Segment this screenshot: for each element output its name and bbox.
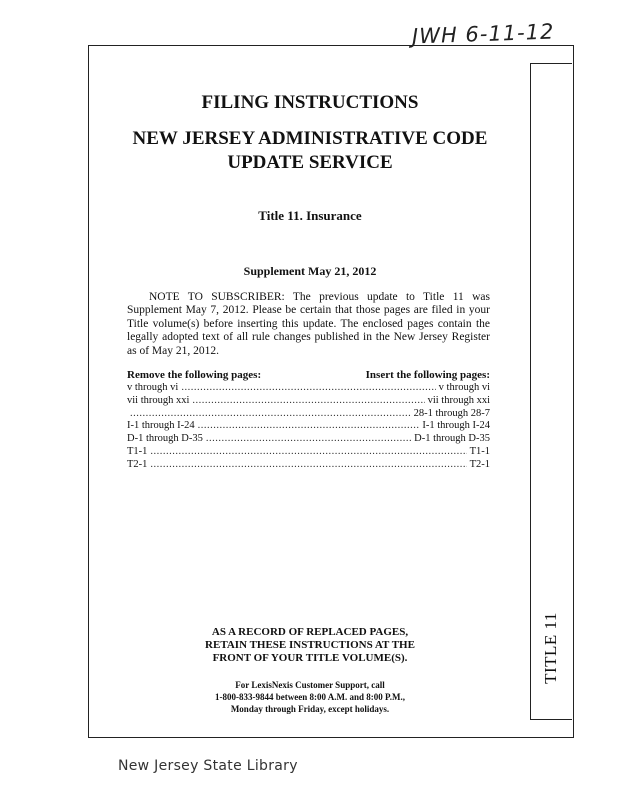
supplement-line: Supplement May 21, 2012 [243, 264, 377, 278]
remove-pages: T1-1 [127, 445, 148, 457]
remove-pages: v through vi [127, 382, 179, 393]
library-stamp: New Jersey State Library [118, 758, 298, 774]
heading-code-name: NEW JERSEY ADMINISTRATIVE CODE [132, 128, 488, 149]
remove-pages: D-1 through D-35 [127, 433, 203, 445]
heading-filing-instructions: FILING INSTRUCTIONS [201, 92, 419, 113]
customer-support-info [160, 679, 460, 715]
insert-pages: T1-1 [469, 445, 490, 457]
dot-leader [198, 420, 420, 433]
insert-pages: D-1 through D-35 [414, 433, 490, 445]
remove-header: Remove the following pages: [127, 369, 262, 381]
dot-leader [150, 446, 466, 459]
tab-label: TITLE 11 [541, 612, 560, 684]
support-line: For LexisNexis Customer Support, call [235, 680, 385, 690]
handwritten-note: JWH 6-11-12 [411, 19, 555, 49]
record-line: RETAIN THESE INSTRUCTIONS AT THE [205, 639, 415, 651]
table-row [127, 459, 490, 472]
insert-pages: 28-1 through 28-7 [413, 407, 490, 419]
insert-pages: I-1 through I-24 [422, 420, 490, 432]
page-replacement-table [127, 369, 490, 472]
record-instructions [160, 626, 460, 665]
dot-leader [150, 459, 466, 472]
heading-update-service: UPDATE SERVICE [227, 152, 393, 173]
insert-header: Insert the following pages: [365, 369, 490, 381]
dot-leader [130, 408, 411, 421]
remove-pages: I-1 through I-24 [127, 420, 195, 432]
title-line: Title 11. Insurance [258, 208, 362, 223]
insert-pages: vii through xxi [427, 394, 490, 406]
table-row [127, 433, 490, 446]
table-row [127, 446, 490, 459]
record-line: AS A RECORD OF REPLACED PAGES, [211, 626, 409, 638]
table-header [127, 369, 490, 382]
support-line: Monday through Friday, except holidays. [230, 704, 390, 714]
table-row [127, 408, 490, 421]
dot-leader [192, 395, 424, 408]
remove-pages: T2-1 [127, 458, 148, 470]
dot-leader [206, 433, 411, 446]
remove-pages: vii through xxi [127, 394, 190, 406]
table-row [127, 420, 490, 433]
insert-pages: T2-1 [469, 458, 490, 470]
record-line: FRONT OF YOUR TITLE VOLUME(S). [212, 652, 408, 664]
table-row [127, 382, 490, 395]
subscriber-note: NOTE TO SUBSCRIBER: The previous update to Title 11 was Supplement May 7, 2012. Please be certain that those pages are filed in your Title volume(s) before inserting this update. The enclosed pages contain the legally adopted text of all rule changes published in the New Jersey Register as of May 21, 2012. [127, 291, 490, 357]
dot-leader [181, 382, 435, 395]
insert-pages: v through vi [438, 382, 490, 393]
table-row [127, 395, 490, 408]
support-line: 1-800-833-9844 between 8:00 A.M. and 8:00 P.M., [215, 692, 405, 702]
